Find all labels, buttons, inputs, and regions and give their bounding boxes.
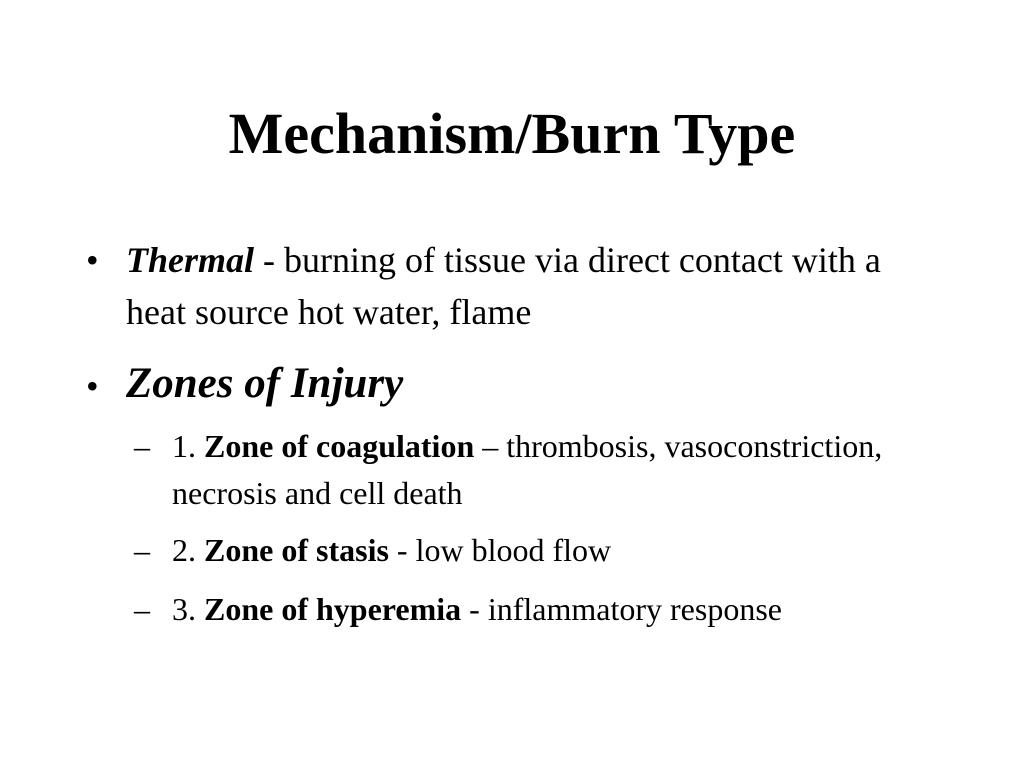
subitem-term: Zone of coagulation [204,428,475,464]
subitem-text: - inflammatory response [461,591,782,627]
bullet-glyph: • [86,240,99,280]
bullet-zones-of-injury [86,356,946,412]
dash-glyph: – [134,532,150,568]
subitem-zone-of-stasis [134,527,972,574]
subitem-zone-of-coagulation [134,423,972,517]
bullet-text: - burning of tissue via direct contact with a heat source hot water, flame [126,240,881,332]
bullet-term: Thermal [126,240,255,280]
subitem-number: 2. [172,532,204,568]
bullet-thermal [86,234,946,338]
subitem-term: Zone of stasis [204,532,389,568]
dash-glyph: – [134,591,150,627]
subitem-term: Zone of hyperemia [204,591,462,627]
subitem-text: – thrombosis, vasoconstriction, necrosis and cell death [172,428,883,511]
subitem-text: - low blood flow [388,532,612,568]
subitem-number: 3. [172,591,204,627]
subitem-number: 1. [172,428,204,464]
bullet-term: Zones of Injury [126,360,404,407]
subitem-zone-of-hyperemia [134,586,972,633]
dash-glyph: – [134,428,150,464]
bullet-glyph: • [86,366,99,406]
slide-title: Mechanism/Burn Type [228,101,796,166]
